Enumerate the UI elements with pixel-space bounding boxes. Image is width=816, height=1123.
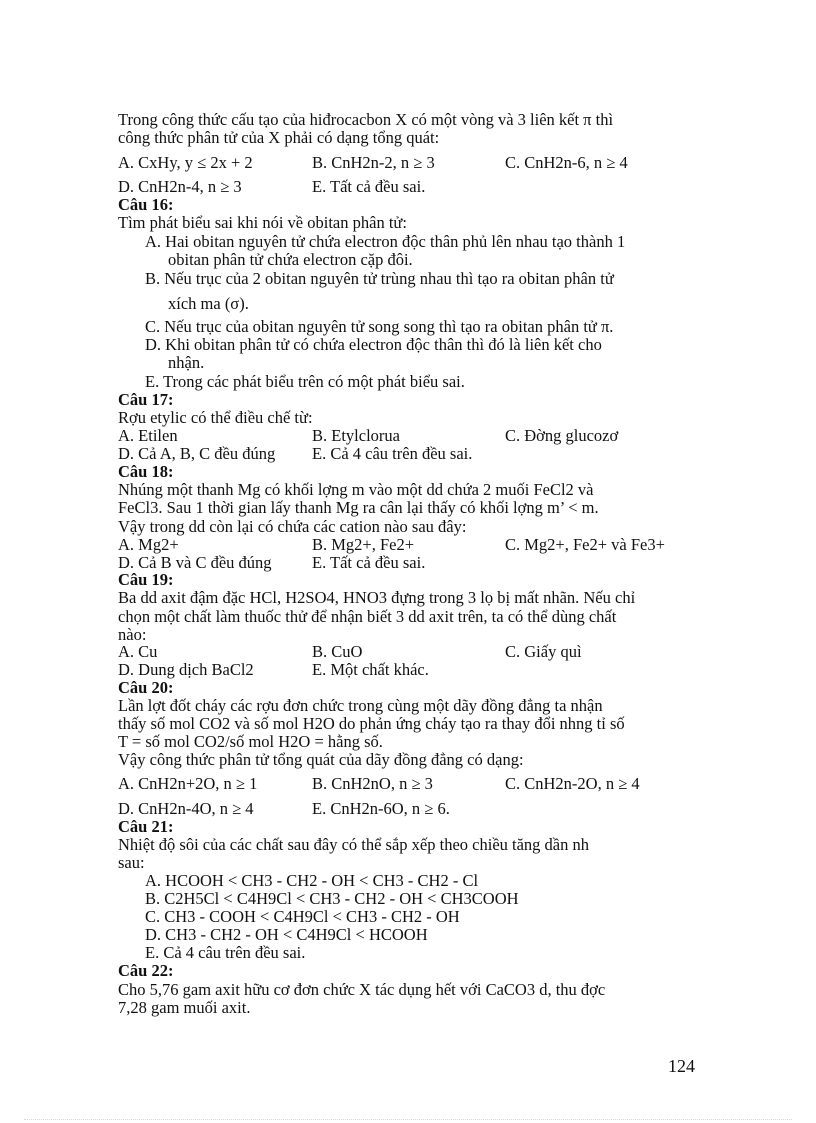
question-22-line-2: 7,28 gam muối axit. (118, 998, 251, 1017)
question-21-line-2: sau: (118, 853, 145, 872)
question-19-line-3: nào: (118, 625, 147, 644)
question-22-line-1: Cho 5,76 gam axit hữu cơ đơn chức X tác dụng hết với CaCO3 d, thu đợc (118, 980, 606, 999)
question-19-option-a: A. Cu (118, 642, 158, 661)
question-18-line-1: Nhúng một thanh Mg có khối lợng m vào một dd chứa 2 muối FeCl2 và (118, 480, 594, 499)
question-20-line-1: Lần lợt đốt cháy các rợu đơn chức trong cùng một dãy đồng đẳng ta nhận (118, 696, 603, 715)
question-20-option-b: B. CnH2nO, n ≥ 3 (312, 774, 433, 793)
intro-option-c: C. CnH2n-6, n ≥ 4 (505, 153, 628, 172)
question-16-option-b-line-2: xích ma (σ). (168, 294, 249, 313)
page-bottom-dotted-rule (24, 1119, 792, 1120)
question-20-option-c: C. CnH2n-2O, n ≥ 4 (505, 774, 640, 793)
question-18-line-2: FeCl3. Sau 1 thời gian lấy thanh Mg ra cân lại thấy có khối lợng m’ < m. (118, 498, 599, 517)
question-17-label: Câu 17: (118, 390, 174, 409)
question-21-option-b: B. C2H5Cl < C4H9Cl < CH3 - CH2 - OH < CH3COOH (145, 889, 519, 908)
question-17-option-b: B. Etylclorua (312, 426, 400, 445)
intro-line-1: Trong công thức cấu tạo của hiđrocacbon X có một vòng và 3 liên kết π thì (118, 110, 614, 129)
question-16-option-a-line-1: A. Hai obitan nguyên tử chứa electron độc thân phủ lên nhau tạo thành 1 (145, 232, 626, 251)
question-18-option-b: B. Mg2+, Fe2+ (312, 535, 415, 554)
question-20-line-3: T = số mol CO2/số mol H2O = hằng số. (118, 732, 383, 751)
question-19-option-b: B. CuO (312, 642, 363, 661)
intro-option-e: E. Tất cả đều sai. (312, 177, 426, 196)
question-16-option-a-line-2: obitan phân tử chứa electron cặp đôi. (168, 250, 413, 269)
question-19-line-2: chọn một chất làm thuốc thử để nhận biết 3 dd axit trên, ta có thể dùng chất (118, 607, 617, 626)
question-16-stem: Tìm phát biểu sai khi nói về obitan phân tử: (118, 213, 407, 232)
question-16-option-b-line-1: B. Nếu trục của 2 obitan nguyên tử trùng nhau thì tạo ra obitan phân tử (145, 269, 614, 288)
question-20-option-a: A. CnH2n+2O, n ≥ 1 (118, 774, 258, 793)
question-17-option-e: E. Cả 4 câu trên đều sai. (312, 444, 473, 463)
question-17-option-a: A. Etilen (118, 426, 178, 445)
question-18-option-c: C. Mg2+, Fe2+ và Fe3+ (505, 535, 665, 554)
question-16-option-c: C. Nếu trục của obitan nguyên tử song song thì tạo ra obitan phân tử π. (145, 317, 614, 336)
question-16-option-d-line-2: nhận. (168, 353, 205, 372)
question-19-label: Câu 19: (118, 570, 174, 589)
question-19-option-c: C. Giấy quì (505, 642, 582, 661)
question-20-label: Câu 20: (118, 678, 174, 697)
intro-option-b: B. CnH2n-2, n ≥ 3 (312, 153, 435, 172)
question-16-option-d-line-1: D. Khi obitan phân tử có chứa electron độc thân thì đó là liên kết cho (145, 335, 602, 354)
question-18-option-e: E. Tất cả đều sai. (312, 553, 426, 572)
intro-option-d: D. CnH2n-4, n ≥ 3 (118, 177, 242, 196)
question-21-option-a: A. HCOOH < CH3 - CH2 - OH < CH3 - CH2 - Cl (145, 871, 479, 890)
page-number: 124 (668, 1056, 695, 1076)
question-21-label: Câu 21: (118, 817, 174, 836)
question-21-option-e: E. Cả 4 câu trên đều sai. (145, 943, 306, 962)
question-19-option-d: D. Dung dịch BaCl2 (118, 660, 254, 679)
question-22-label: Câu 22: (118, 961, 174, 980)
question-21-line-1: Nhiệt độ sôi của các chất sau đây có thể sắp xếp theo chiều tăng dần nh (118, 835, 589, 854)
intro-option-a: A. CxHy, y ≤ 2x + 2 (118, 153, 253, 172)
question-17-option-c: C. Đờng glucozơ (505, 426, 619, 445)
question-18-label: Câu 18: (118, 462, 174, 481)
intro-line-2: công thức phân tử của X phải có dạng tổng quát: (118, 128, 440, 147)
question-18-option-a: A. Mg2+ (118, 535, 179, 554)
question-21-option-d: D. CH3 - CH2 - OH < C4H9Cl < HCOOH (145, 925, 428, 944)
question-19-line-1: Ba dd axit đậm đặc HCl, H2SO4, HNO3 đựng trong 3 lọ bị mất nhãn. Nếu chỉ (118, 588, 636, 607)
question-16-option-e: E. Trong các phát biểu trên có một phát biểu sai. (145, 372, 465, 391)
question-19-option-e: E. Một chất khác. (312, 660, 429, 679)
question-20-line-2: thấy số mol CO2 và số mol H2O do phản ứng cháy tạo ra thay đổi nhng tỉ số (118, 714, 625, 733)
question-18-line-3: Vậy trong dd còn lại có chứa các cation nào sau đây: (118, 517, 467, 536)
question-20-line-4: Vậy công thức phân tử tổng quát của dãy đồng đẳng có dạng: (118, 750, 524, 769)
question-20-option-d: D. CnH2n-4O, n ≥ 4 (118, 799, 254, 818)
question-16-label: Câu 16: (118, 195, 174, 214)
question-17-stem: Rợu etylic có thể điều chế từ: (118, 408, 313, 427)
question-20-option-e: E. CnH2n-6O, n ≥ 6. (312, 799, 450, 818)
question-17-option-d: D. Cả A, B, C đều đúng (118, 444, 276, 463)
question-21-option-c: C. CH3 - COOH < C4H9Cl < CH3 - CH2 - OH (145, 907, 460, 926)
question-18-option-d: D. Cả B và C đều đúng (118, 553, 272, 572)
